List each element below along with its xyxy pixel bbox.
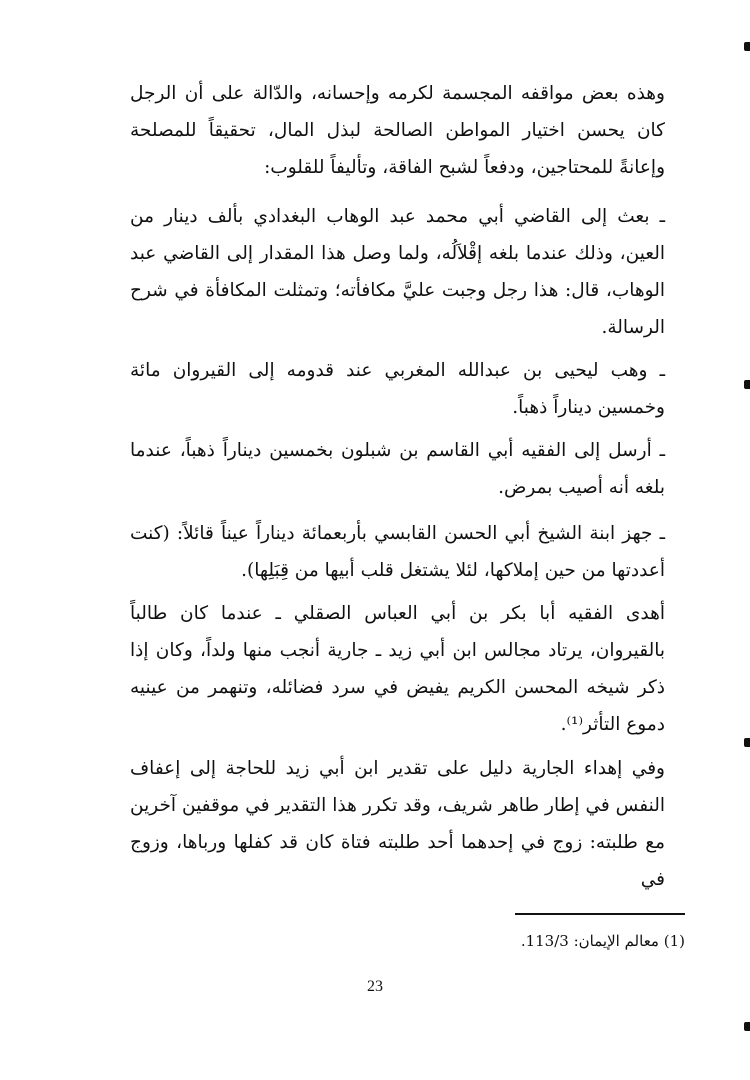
scan-edge-mark <box>744 1022 750 1031</box>
paragraph-text: أهدى الفقيه أبا بكر بن أبي العباس الصقلي ـ عندما كان طالباً بالقيروان، يرتاد مجالس ابن أبي زيد ـ جارية أنجب منها ولداً، وكان إذا ذكر شيخه المحسن الكريم يفيض في سرد فضائله، وتنهمر من عينيه دموع التأثر⁽¹⁾. <box>130 603 665 735</box>
paragraph-text: ـ وهب ليحيى بن عبدالله المغربي عند قدومه إلى القيروان مائة وخمسين ديناراً ذهباً. <box>130 360 665 418</box>
body-paragraph-4 <box>130 432 665 506</box>
paragraph-text: وفي إهداء الجارية دليل على تقدير ابن أبي زيد للحاجة إلى إعفاف النفس في إطار طاهر شريف، وقد تكرر هذا التقدير في موقفين آخرين مع طلبته: زوج في إحدهما أحد طلبته فتاة كان قد كفلها ورباها، وزوج في <box>130 758 665 890</box>
body-paragraph-6 <box>130 595 665 743</box>
paragraph-text: ـ جهز ابنة الشيخ أبي الحسن القابسي بأربعمائة ديناراً عيناً قائلاً: (كنت أعددتها من حين إملاكها، لئلا يشتغل قلب أبيها من قِبَلِها). <box>130 523 665 581</box>
scan-edge-mark <box>744 380 750 389</box>
body-paragraph-2 <box>130 198 665 346</box>
body-paragraph-3 <box>130 352 665 426</box>
scan-edge-mark <box>744 42 750 51</box>
paragraph-text: وهذه بعض مواقفه المجسمة لكرمه وإحسانه، والدّالة على أن الرجل كان يحسن اختيار المواطن الصالحة لبذل المال، تحقيقاً للمصلحة وإعانةً للمحتاجين، ودفعاً لشبح الفاقة، وتأليفاً للقلوب: <box>130 83 665 178</box>
body-paragraph-7 <box>130 750 665 898</box>
body-paragraph-5 <box>130 515 665 589</box>
body-paragraph-1 <box>130 75 665 186</box>
paragraph-text: ـ بعث إلى القاضي أبي محمد عبد الوهاب البغدادي بألف دينار من العين، وذلك عندما بلغه إقْلاَلُه، ولما وصل هذا المقدار إلى القاضي عبد الوهاب، قال: هذا رجل وجبت عليَّ مكافأته؛ وتمثلت المكافأة في شرح الرسالة. <box>130 206 665 338</box>
paragraph-text: ـ أرسل إلى الفقيه أبي القاسم بن شبلون بخمسين ديناراً ذهباً، عندما بلغه أنه أصيب بمرض. <box>130 440 665 498</box>
page-number: 23 <box>367 978 383 995</box>
scan-edge-mark <box>744 738 750 747</box>
footnote: (1) معالم الإيمان: 113/3. <box>520 932 685 950</box>
footnote-divider <box>515 913 685 915</box>
